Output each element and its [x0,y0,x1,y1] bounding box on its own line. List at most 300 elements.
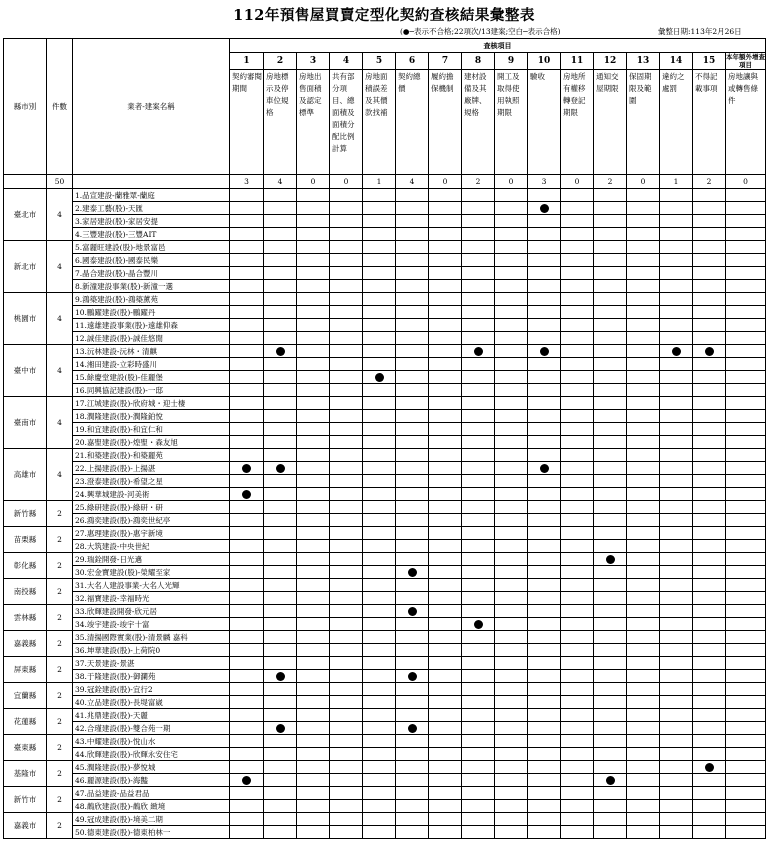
city-cell: 桃園市 [4,293,47,345]
result-cell [429,748,462,761]
result-cell [594,332,627,345]
result-cell [230,488,264,501]
result-cell [396,631,429,644]
item-description-2: 房地標示及停車位規格 [264,70,297,175]
result-cell [363,813,396,826]
result-cell [660,670,693,683]
result-cell [462,696,495,709]
result-cell [462,605,495,618]
result-cell [330,748,363,761]
result-cell [594,228,627,241]
result-cell [462,267,495,280]
result-cell [561,449,594,462]
result-cell [693,722,726,735]
result-cell [660,319,693,332]
result-cell [561,657,594,670]
result-cell [396,488,429,501]
result-cell [495,566,528,579]
result-cell [660,228,693,241]
result-cell [396,228,429,241]
result-cell [462,332,495,345]
table-row [4,735,766,748]
result-cell [429,215,462,228]
table-row [4,826,766,839]
result-cell [594,566,627,579]
item-number-14: 14 [660,53,693,70]
result-cell [462,189,495,202]
result-cell [528,267,561,280]
result-cell [363,423,396,436]
result-cell [627,280,660,293]
result-cell [528,462,561,475]
result-cell [561,787,594,800]
item-total-11: 0 [561,175,594,189]
result-cell [297,267,330,280]
result-cell [462,215,495,228]
result-cell [561,436,594,449]
result-cell [396,384,429,397]
result-cell [230,540,264,553]
result-cell [462,410,495,423]
result-cell [297,579,330,592]
result-cell [528,501,561,514]
fail-dot-icon [606,555,615,564]
company-name-cell: 9.鴻築建設(股)-鴻築薰苑 [73,293,230,306]
result-cell [462,709,495,722]
item-description-1: 契約審閱期間 [230,70,264,175]
result-cell [230,787,264,800]
result-cell [330,319,363,332]
result-cell [561,345,594,358]
fail-dot-icon [408,672,417,681]
result-cell [594,605,627,618]
fail-dot-icon [276,464,285,473]
result-cell [429,371,462,384]
result-cell [396,514,429,527]
result-cell [462,657,495,670]
result-cell [660,774,693,787]
result-cell [462,436,495,449]
item-total-10: 3 [528,175,561,189]
result-cell [561,514,594,527]
result-cell [627,696,660,709]
result-cell [363,514,396,527]
result-cell [726,761,766,774]
result-cell [230,202,264,215]
result-cell [627,631,660,644]
result-cell [528,397,561,410]
result-cell [330,228,363,241]
result-cell [660,332,693,345]
company-name-cell: 39.冠銓建設(股)-宜行2 [73,683,230,696]
result-cell [330,423,363,436]
result-cell [363,735,396,748]
result-cell [561,722,594,735]
result-cell [330,657,363,670]
total-empty-cell [4,175,47,189]
table-row [4,228,766,241]
result-cell [330,306,363,319]
result-cell [726,514,766,527]
result-cell [264,501,297,514]
result-cell [230,605,264,618]
result-cell [429,345,462,358]
result-cell [462,293,495,306]
result-cell [693,787,726,800]
result-cell [561,592,594,605]
result-cell [297,514,330,527]
result-cell [693,319,726,332]
result-cell [660,683,693,696]
result-cell [495,345,528,358]
table-row [4,605,766,618]
result-cell [429,709,462,722]
result-cell [594,189,627,202]
result-cell [429,241,462,254]
result-cell [330,501,363,514]
result-cell [660,553,693,566]
result-cell [230,670,264,683]
result-cell [297,683,330,696]
result-cell [594,657,627,670]
result-cell [726,683,766,696]
result-cell [660,306,693,319]
table-row [4,215,766,228]
result-cell [330,358,363,371]
result-cell [264,579,297,592]
result-cell [264,449,297,462]
result-cell [363,501,396,514]
result-cell [594,501,627,514]
result-cell [297,488,330,501]
result-cell [230,527,264,540]
item-description-11: 房地所有權移轉登記期限 [561,70,594,175]
result-cell [627,488,660,501]
item-description-6: 契約總價 [396,70,429,175]
result-cell [264,553,297,566]
result-cell [330,813,363,826]
result-cell [594,241,627,254]
result-cell [297,761,330,774]
result-cell [660,189,693,202]
fail-dot-icon [242,464,251,473]
result-cell [495,215,528,228]
result-cell [594,202,627,215]
result-cell [495,202,528,215]
result-cell [462,228,495,241]
table-row [4,267,766,280]
result-cell [297,228,330,241]
result-cell [693,462,726,475]
result-cell [660,566,693,579]
result-cell [660,501,693,514]
result-cell [528,371,561,384]
table-row [4,332,766,345]
result-cell [297,397,330,410]
result-cell [297,735,330,748]
result-cell [230,618,264,631]
item-number-1: 1 [230,53,264,70]
result-cell [330,410,363,423]
result-cell [297,813,330,826]
result-cell [396,436,429,449]
result-cell [528,722,561,735]
result-cell [693,189,726,202]
result-cell [297,527,330,540]
result-cell [264,592,297,605]
result-cell [594,488,627,501]
result-cell [429,566,462,579]
result-cell [462,670,495,683]
result-cell [297,800,330,813]
result-cell [495,657,528,670]
result-cell [363,397,396,410]
result-cell [495,488,528,501]
result-cell [330,384,363,397]
item-total-8: 2 [462,175,495,189]
result-cell [693,410,726,423]
result-cell [693,397,726,410]
result-cell [495,748,528,761]
result-cell [627,579,660,592]
result-cell [594,553,627,566]
result-cell [297,501,330,514]
result-cell [330,332,363,345]
result-cell [693,501,726,514]
result-cell [297,345,330,358]
company-name-cell: 46.麗源建設(股)-海豔 [73,774,230,787]
result-cell [462,475,495,488]
result-cell [528,696,561,709]
result-cell [297,423,330,436]
result-cell [462,514,495,527]
result-cell [693,488,726,501]
result-cell [396,241,429,254]
table-row [4,202,766,215]
result-cell [264,540,297,553]
result-cell [495,774,528,787]
result-cell [594,462,627,475]
result-cell [330,709,363,722]
result-cell [363,449,396,462]
result-cell [462,384,495,397]
company-name-cell: 42.合瑾建設(股)-雙合苑一期 [73,722,230,735]
result-cell [528,774,561,787]
table-row [4,696,766,709]
item-description-10: 驗收 [528,70,561,175]
result-cell [660,514,693,527]
table-row [4,592,766,605]
table-row [4,527,766,540]
result-cell [396,657,429,670]
result-cell [264,826,297,839]
result-cell [297,293,330,306]
result-cell [627,618,660,631]
company-name-cell: 43.中耀建設(股)-悅山水 [73,735,230,748]
result-cell [528,683,561,696]
fail-dot-icon [705,347,714,356]
result-cell [627,761,660,774]
result-cell [462,566,495,579]
fail-dot-icon [474,347,483,356]
company-name-cell: 2.建泰工藝(股)-天匯 [73,202,230,215]
result-cell [561,475,594,488]
result-cell [462,254,495,267]
result-cell [297,202,330,215]
fail-dot-icon [474,620,483,629]
result-cell [363,241,396,254]
table-row [4,722,766,735]
result-cell [528,189,561,202]
result-cell [495,670,528,683]
result-cell [363,293,396,306]
result-cell [594,787,627,800]
result-cell [396,644,429,657]
company-name-cell: 18.潤隆建設(股)-潤隆鉑悅 [73,410,230,423]
result-cell [594,670,627,683]
result-cell [528,553,561,566]
result-cell [561,332,594,345]
company-name-cell: 47.品益建設-品益君品 [73,787,230,800]
result-cell [528,488,561,501]
result-cell [230,566,264,579]
result-cell [429,501,462,514]
result-cell [693,514,726,527]
result-cell [495,384,528,397]
table-row [4,774,766,787]
result-cell [297,449,330,462]
result-cell [264,306,297,319]
result-cell [230,813,264,826]
result-cell [693,436,726,449]
result-cell [495,371,528,384]
result-cell [363,683,396,696]
result-cell [495,605,528,618]
result-cell [230,189,264,202]
result-cell [462,813,495,826]
company-name-cell: 33.欣輝建設開發-欣元居 [73,605,230,618]
company-name-cell: 1.品宣建設-蘭雅眾-蘭庭 [73,189,230,202]
result-cell [330,579,363,592]
result-cell [627,462,660,475]
result-cell [726,371,766,384]
result-cell [230,384,264,397]
result-cell [693,449,726,462]
result-cell [264,384,297,397]
result-cell [363,228,396,241]
result-cell [528,566,561,579]
result-cell [627,423,660,436]
result-cell [528,527,561,540]
result-cell [693,683,726,696]
result-cell [230,761,264,774]
result-cell [660,761,693,774]
result-cell [627,319,660,332]
result-cell [297,358,330,371]
result-cell [230,319,264,332]
result-cell [627,501,660,514]
result-cell [660,423,693,436]
company-name-cell: 45.潤隆建設(股)-夢悅城 [73,761,230,774]
result-cell [330,475,363,488]
company-header: 業者-建案名稱 [73,39,230,175]
result-cell [561,397,594,410]
result-cell [495,319,528,332]
group-count-cell: 2 [47,579,73,605]
result-cell [561,462,594,475]
result-cell [462,553,495,566]
result-cell [594,267,627,280]
company-name-cell: 40.立品建設(股)-長堤富崴 [73,696,230,709]
result-cell [726,618,766,631]
result-cell [495,813,528,826]
result-cell [264,735,297,748]
result-cell [363,319,396,332]
result-cell [429,384,462,397]
result-cell [495,618,528,631]
result-cell [726,566,766,579]
result-cell [330,280,363,293]
result-cell [528,436,561,449]
table-row [4,670,766,683]
result-cell [495,644,528,657]
result-cell [660,735,693,748]
result-cell [330,514,363,527]
result-cell [396,579,429,592]
result-cell [726,436,766,449]
result-cell [693,540,726,553]
result-cell [660,748,693,761]
table-row [4,553,766,566]
result-cell [230,631,264,644]
result-cell [462,202,495,215]
item-number-4: 4 [330,53,363,70]
result-cell [693,332,726,345]
result-cell [561,761,594,774]
result-cell [462,241,495,254]
result-cell [429,228,462,241]
result-cell [726,592,766,605]
result-cell [726,605,766,618]
result-cell [561,384,594,397]
result-cell [561,371,594,384]
result-cell [528,735,561,748]
result-cell [396,280,429,293]
result-cell [693,384,726,397]
result-cell [594,761,627,774]
result-cell [495,189,528,202]
item-description-15: 不得記載事項 [693,70,726,175]
item-description-8: 建材設備及其廠牌、規格 [462,70,495,175]
result-cell [627,566,660,579]
result-cell [726,696,766,709]
result-cell [528,787,561,800]
result-cell [330,202,363,215]
fail-dot-icon [705,763,714,772]
group-count-cell: 4 [47,397,73,449]
result-cell [528,709,561,722]
result-cell [495,787,528,800]
company-name-cell: 26.鴻奕建設(股)-鴻奕世紀亭 [73,514,230,527]
item-total-9: 0 [495,175,528,189]
result-cell [726,228,766,241]
result-cell [627,436,660,449]
result-cell [330,449,363,462]
item-number-9: 9 [495,53,528,70]
item-description-12: 通知交屋期限 [594,70,627,175]
result-cell [330,826,363,839]
result-cell [561,202,594,215]
